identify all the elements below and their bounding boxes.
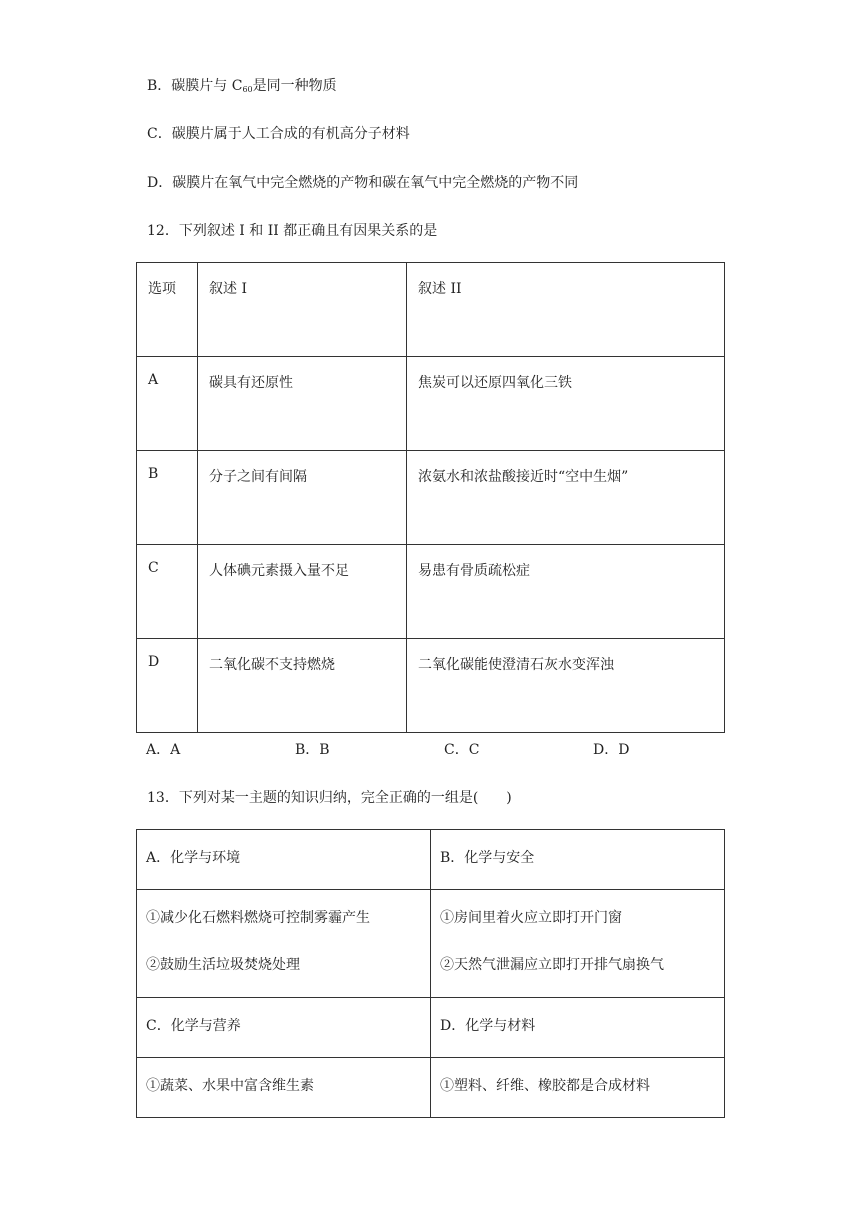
group-c-item-1: ①蔬菜、水果中富含维生素 xyxy=(146,1078,314,1094)
table-row xyxy=(137,830,725,890)
table-cell xyxy=(431,890,725,998)
table-row xyxy=(137,890,725,998)
group-b-item-2: ②天然气泄漏应立即打开排气扇换气 xyxy=(440,957,664,973)
row-a-statement-1: 碳具有还原性 xyxy=(209,375,293,391)
q12-table xyxy=(136,262,725,733)
row-d-statement-2: 二氧化碳能使澄清石灰水变浑浊 xyxy=(418,657,614,673)
table-cell xyxy=(407,451,725,545)
q11-option-c: C．碳膜片属于人工合成的有机高分子材料 xyxy=(147,126,410,142)
row-c-option: C xyxy=(148,560,159,576)
table-cell xyxy=(431,1058,725,1118)
table-cell xyxy=(407,545,725,639)
table-cell xyxy=(407,639,725,733)
header-statement-1: 叙述 I xyxy=(209,281,247,297)
group-c-title: C．化学与营养 xyxy=(146,1018,241,1034)
row-c-statement-1: 人体碘元素摄入量不足 xyxy=(209,563,349,579)
row-b-statement-2: 浓氨水和浓盐酸接近时“空中生烟” xyxy=(418,469,629,485)
header-statement-2: 叙述 II xyxy=(418,281,462,297)
q11-option-b-subscript: 60 xyxy=(242,85,253,94)
table-cell xyxy=(137,545,198,639)
table-row xyxy=(137,545,725,639)
q13-stem: 13．下列对某一主题的知识归纳，完全正确的一组是( ) xyxy=(147,790,512,806)
row-d-statement-1: 二氧化碳不支持燃烧 xyxy=(209,657,335,673)
header-option: 选项 xyxy=(148,281,176,297)
group-b-item-1: ①房间里着火应立即打开门窗 xyxy=(440,910,622,926)
group-b-title: B．化学与安全 xyxy=(440,850,535,866)
group-a-item-2: ②鼓励生活垃圾焚烧处理 xyxy=(146,957,300,973)
table-cell xyxy=(137,451,198,545)
table-cell xyxy=(407,357,725,451)
row-a-option: A xyxy=(148,372,159,388)
row-c-statement-2: 易患有骨质疏松症 xyxy=(418,563,530,579)
table-cell xyxy=(137,890,431,998)
table-cell xyxy=(198,263,407,357)
group-a-title: A．化学与环境 xyxy=(146,850,241,866)
table-header-row xyxy=(137,263,725,357)
group-d-title: D．化学与材料 xyxy=(440,1018,536,1034)
table-row xyxy=(137,1058,725,1118)
table-cell xyxy=(407,263,725,357)
table-cell xyxy=(431,998,725,1058)
table-cell xyxy=(137,263,198,357)
table-row xyxy=(137,451,725,545)
group-a-item-1: ①减少化石燃料燃烧可控制雾霾产生 xyxy=(146,910,370,926)
table-cell xyxy=(137,1058,431,1118)
q12-stem: 12．下列叙述 I 和 II 都正确且有因果关系的是 xyxy=(147,223,438,239)
q12-choice-a[interactable]: A．A xyxy=(146,742,181,758)
q11-option-b-post: 是同一种物质 xyxy=(252,78,337,94)
table-cell xyxy=(198,357,407,451)
row-b-option: B xyxy=(148,466,159,482)
table-cell xyxy=(198,639,407,733)
table-cell xyxy=(198,545,407,639)
table-cell xyxy=(431,830,725,890)
table-cell xyxy=(137,357,198,451)
table-row xyxy=(137,998,725,1058)
group-d-item-1: ①塑料、纤维、橡胶都是合成材料 xyxy=(440,1078,650,1094)
q12-choice-b[interactable]: B．B xyxy=(295,742,330,758)
q13-table xyxy=(136,829,725,1118)
q12-choice-d[interactable]: D．D xyxy=(593,742,630,758)
row-b-statement-1: 分子之间有间隔 xyxy=(209,469,307,485)
q12-choice-c[interactable]: C．C xyxy=(444,742,480,758)
table-cell xyxy=(137,639,198,733)
table-row xyxy=(137,639,725,733)
row-a-statement-2: 焦炭可以还原四氧化三铁 xyxy=(418,375,572,391)
table-cell xyxy=(198,451,407,545)
table-cell xyxy=(137,998,431,1058)
table-cell xyxy=(137,830,431,890)
q11-option-d: D．碳膜片在氧气中完全燃烧的产物和碳在氧气中完全燃烧的产物不同 xyxy=(147,175,579,191)
table-row xyxy=(137,357,725,451)
q11-option-b-pre: B．碳膜片与 C xyxy=(147,78,243,94)
q11-option-b xyxy=(147,77,337,99)
row-d-option: D xyxy=(148,654,160,670)
